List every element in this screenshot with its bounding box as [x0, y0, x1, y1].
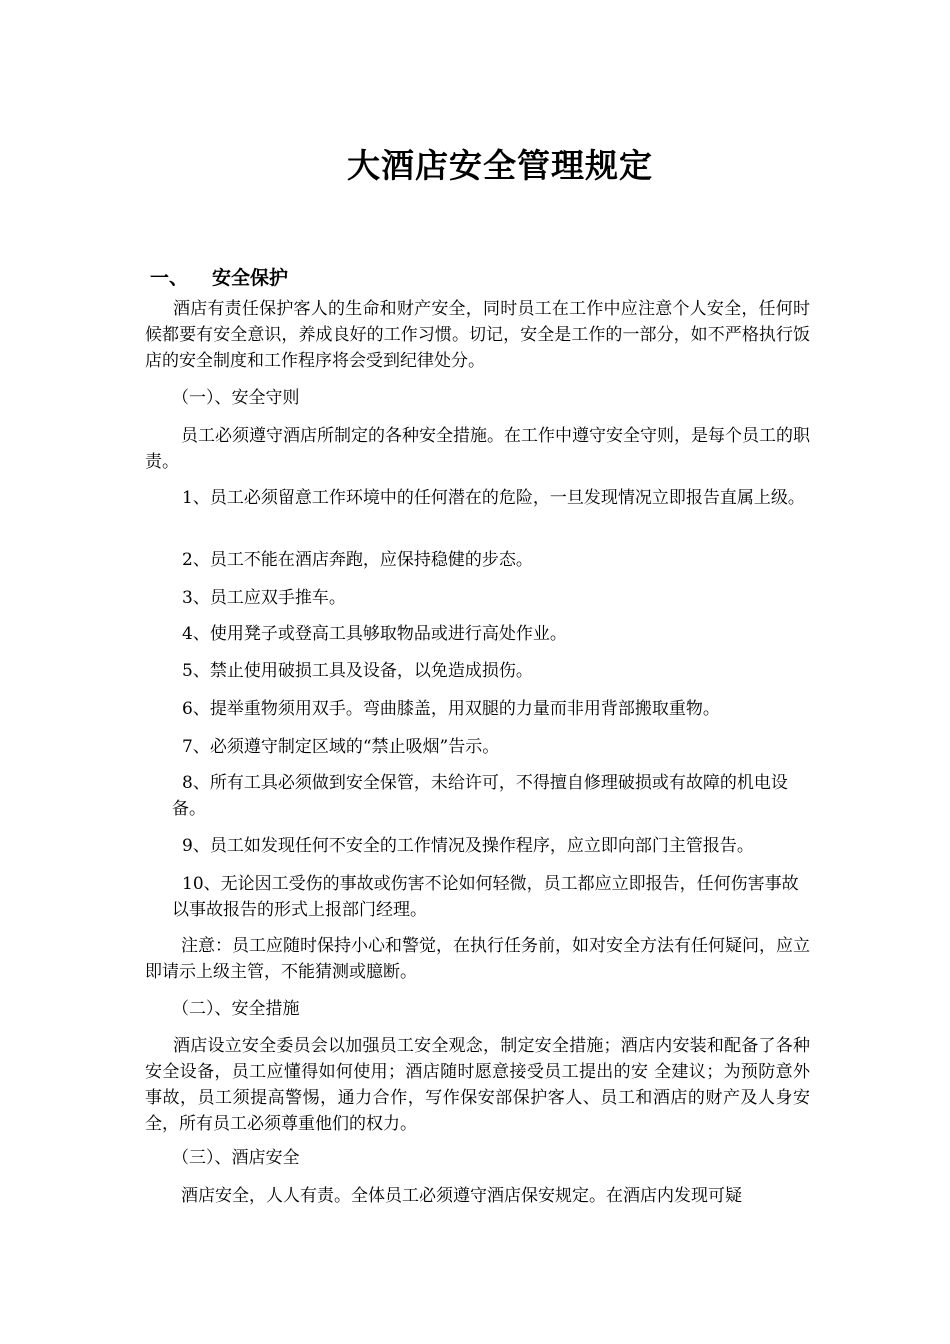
note-paragraph: 注意：员工应随时保持小心和警觉，在执行任务前，如对安全方法有任何疑问，应立即请示上级主管，不能猜测或臆断。: [145, 936, 810, 982]
section-number: 一、: [150, 267, 189, 289]
rule-text: 6、提举重物须用双手。弯曲膝盖，用双腿的力量而非用背部搬取重物。: [182, 699, 720, 719]
rule-item: [172, 833, 812, 859]
rule-text: 9、员工如发现任何不安全的工作情况及操作程序，应立即向部门主管报告。: [182, 836, 754, 856]
subsection-2-paragraph: 酒店设立安全委员会以加强员工安全观念，制定安全措施；酒店内安装和配备了各种安全设备，员工应懂得如何使用；酒店随时愿意接受员工提出的安 全建议；为预防意外事故，员工须提高警惕，通力合作，写作保安部保护客人、员工和酒店的财产及人身安全，所有员工必须尊重他们的权力。: [145, 1036, 810, 1134]
rule-text: 1、员工必须留意工作环境中的任何潜在的危险，一旦发现情况立即报告直属上级。: [182, 488, 805, 508]
rule-item: [172, 871, 812, 923]
section-heading-text: 安全保护: [212, 267, 289, 289]
rule-item: [172, 485, 812, 511]
subsection-heading-2: （二）、安全措施: [172, 999, 300, 1019]
rule-item: [172, 734, 812, 760]
subsection-3-paragraph: 酒店安全，人人有责。全体员工必须遵守酒店保安规定。在酒店内发现可疑: [181, 1186, 742, 1206]
rule-item: [172, 621, 812, 647]
intro-paragraph: 酒店有责任保护客人的生命和财产安全，同时员工在工作中应注意个人安全，任何时候都要有安全意识，养成良好的工作习惯。切记，安全是工作的一部分，如不严格执行饭店的安全制度和工作程序将会受到纪律处分。: [145, 299, 810, 371]
rule-item: [172, 585, 812, 611]
document-title: 大酒店安全管理规定: [347, 146, 653, 185]
rule-text: 10、无论因工受伤的事故或伤害不论如何轻微，员工都应立即报告，任何伤害事故以事故报告的形式上报部门经理。: [172, 874, 799, 920]
rule-item: [172, 696, 812, 722]
rule-text: 2、员工不能在酒店奔跑，应保持稳健的步态。: [182, 550, 533, 570]
section-heading: [150, 263, 288, 290]
rule-text: 8、所有工具必须做到安全保管，未给许可，不得擅自修理破损或有故障的机电设备。: [172, 773, 788, 819]
subsection-heading-1: （一）、安全守则: [172, 388, 300, 408]
rule-text: 3、员工应双手推车。: [182, 588, 346, 608]
rule-text: 5、禁止使用破损工具及设备，以免造成损伤。: [182, 661, 533, 681]
rule-item: [172, 547, 812, 573]
subsection-1-paragraph: 员工必须遵守酒店所制定的各种安全措施。在工作中遵守安全守则，是每个员工的职责。: [145, 426, 810, 472]
rule-text: 4、使用凳子或登高工具够取物品或进行高处作业。: [182, 624, 567, 644]
rule-item: [172, 658, 812, 684]
rule-item: [172, 770, 812, 822]
subsection-heading-3: （三）、酒店安全: [172, 1148, 300, 1168]
rule-text: 7、必须遵守制定区域的“禁止吸烟”告示。: [182, 737, 500, 757]
